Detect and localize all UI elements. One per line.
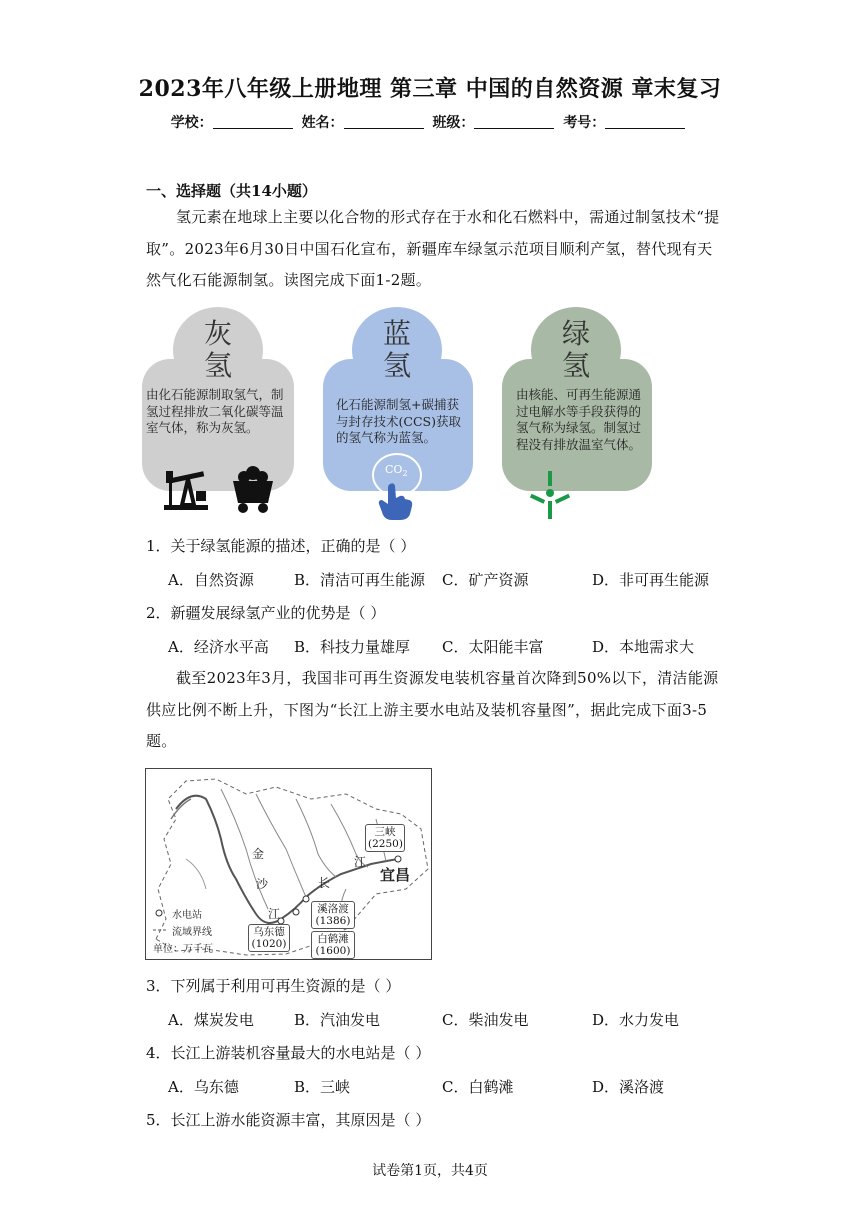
grey-char-2: 氢 bbox=[203, 349, 232, 382]
school-label: 学校： bbox=[170, 115, 213, 131]
river-label-chang: 长 bbox=[318, 876, 331, 890]
station-xiluodu-name: 溪洛渡 bbox=[317, 903, 349, 915]
q1-option-b[interactable]: B．清洁可再生能源 bbox=[294, 571, 426, 589]
legend-station: 水电站 bbox=[172, 910, 202, 921]
station-baihetan-name: 白鹤滩 bbox=[317, 933, 349, 945]
station-wudongde-capacity: (1020) bbox=[251, 938, 287, 950]
river-label-jiang2: 江 bbox=[354, 855, 367, 869]
river-label-jiang1: 江 bbox=[268, 907, 281, 921]
river-label-jin: 金 bbox=[252, 847, 265, 861]
name-blank[interactable] bbox=[344, 114, 424, 129]
class-label: 班级： bbox=[432, 115, 475, 131]
q3-option-b[interactable]: B．汽油发电 bbox=[294, 1011, 381, 1029]
school-blank[interactable] bbox=[213, 114, 293, 129]
station-sanxia-name: 三峡 bbox=[374, 826, 396, 838]
station-wudongde bbox=[248, 924, 290, 952]
question-1-options bbox=[168, 569, 728, 589]
question-4-stem: 4．长江上游装机容量最大的水电站是（ ） bbox=[146, 1044, 431, 1062]
co2-sub: 2 bbox=[402, 469, 408, 479]
exam-number-label: 考号： bbox=[563, 115, 606, 131]
question-1-stem: 1．关于绿氢能源的描述，正确的是（ ） bbox=[146, 537, 416, 555]
q2-option-d[interactable]: D．本地需求大 bbox=[592, 638, 695, 656]
station-baihetan-capacity: (1600) bbox=[315, 945, 351, 957]
blue-char-2: 氢 bbox=[382, 349, 411, 382]
co2-label: CO bbox=[385, 463, 403, 476]
station-sanxia bbox=[365, 824, 405, 852]
class-blank[interactable] bbox=[474, 114, 554, 129]
page-footer: 试卷第1页，共4页 bbox=[372, 1163, 488, 1179]
hydrogen-figure bbox=[140, 305, 660, 520]
question-3-options bbox=[168, 1009, 728, 1029]
q2-option-c[interactable]: C．太阳能丰富 bbox=[442, 638, 544, 656]
question-3-stem: 3．下列属于利用可再生资源的是（ ） bbox=[146, 977, 401, 995]
student-info-line bbox=[0, 112, 860, 132]
question-2-stem: 2．新疆发展绿氢产业的优势是（ ） bbox=[146, 604, 386, 622]
q3-option-d[interactable]: D．水力发电 bbox=[592, 1011, 680, 1029]
q2-option-b[interactable]: B．科技力量雄厚 bbox=[294, 638, 411, 656]
wind-turbine-icon bbox=[528, 471, 572, 521]
yangtze-hydropower-map bbox=[145, 768, 432, 960]
station-sanxia-capacity: (2250) bbox=[368, 838, 403, 850]
question-2-options bbox=[168, 636, 728, 656]
grey-hydrogen-text: 由化石能源制取氢气，制氢过程排放二氧化碳等温室气体，称为灰氢。 bbox=[146, 387, 284, 435]
q3-option-c[interactable]: C．柴油发电 bbox=[442, 1011, 529, 1029]
exam-number-blank[interactable] bbox=[605, 114, 685, 129]
name-label: 姓名： bbox=[301, 115, 344, 131]
river-label-sha: 沙 bbox=[256, 877, 269, 891]
oil-pump-icon bbox=[162, 465, 210, 513]
q1-option-c[interactable]: C．矿产资源 bbox=[442, 571, 529, 589]
blue-char-1: 蓝 bbox=[382, 317, 411, 350]
hand-icon bbox=[376, 480, 416, 522]
co2-icon bbox=[385, 463, 408, 478]
question-5-stem: 5．长江上游水能资源丰富，其原因是（ ） bbox=[146, 1111, 431, 1129]
legend-unit: 单位：万千瓦 bbox=[153, 944, 213, 955]
passage-hydrogen: 氢元素在地球上主要以化合物的形式存在于水和化石燃料中，需通过制氢技术“提取”。2023年6月30日中国石化宣布，新疆库车绿氢示范项目顺利产氢，替代现有天然气化石能源制氢。读图完成下面1-2题。 bbox=[146, 208, 720, 289]
q4-option-c[interactable]: C．白鹤滩 bbox=[442, 1078, 514, 1096]
passage-yangtze: 截至2023年3月，我国非可再生资源发电装机容量首次降到50%以下，清洁能源供应比例不断上升，下图为“长江上游主要水电站及装机容量图”，据此完成下面3-5题。 bbox=[146, 669, 719, 750]
section-heading: 一、选择题（共14小题） bbox=[146, 182, 317, 200]
station-baihetan bbox=[311, 931, 355, 959]
question-4-options bbox=[168, 1076, 728, 1096]
station-xiluodu-capacity: (1386) bbox=[315, 915, 351, 927]
blue-hydrogen-text: 化石能源制氢+碳捕获与封存技术(CCS)获取的氢气称为蓝氢。 bbox=[336, 397, 461, 445]
q1-option-d[interactable]: D．非可再生能源 bbox=[592, 571, 710, 589]
q2-option-a[interactable]: A．经济水平高 bbox=[168, 638, 269, 656]
q1-option-a[interactable]: A．自然资源 bbox=[168, 571, 254, 589]
page-title: 2023年八年级上册地理 第三章 中国的自然资源 章末复习 bbox=[138, 76, 722, 102]
coal-cart-icon bbox=[228, 465, 278, 515]
q4-option-a[interactable]: A．乌东德 bbox=[168, 1078, 239, 1096]
q4-option-d[interactable]: D．溪洛渡 bbox=[592, 1078, 665, 1096]
station-wudongde-name: 乌东德 bbox=[253, 926, 285, 938]
legend-boundary: 流域界线 bbox=[172, 927, 212, 938]
green-char-2: 氢 bbox=[561, 349, 590, 382]
q3-option-a[interactable]: A．煤炭发电 bbox=[168, 1011, 254, 1029]
q4-option-b[interactable]: B．三峡 bbox=[294, 1078, 351, 1096]
green-hydrogen-text: 由核能、可再生能源通过电解水等手段获得的氢气称为绿氢。制氢过程没有排放温室气体。 bbox=[516, 387, 642, 452]
station-xiluodu bbox=[311, 901, 355, 929]
grey-char-1: 灰 bbox=[203, 317, 232, 350]
city-yichang: 宜昌 bbox=[380, 866, 411, 884]
green-char-1: 绿 bbox=[561, 317, 590, 350]
